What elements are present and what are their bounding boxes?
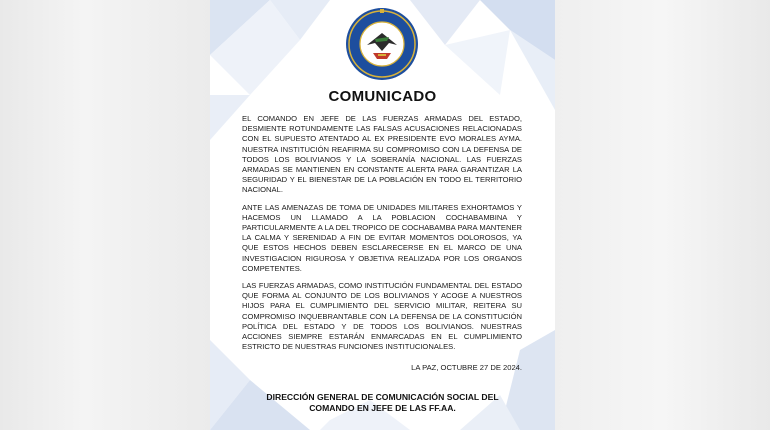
background-left — [0, 0, 210, 430]
communique-body — [242, 114, 522, 359]
communique-document — [210, 0, 555, 430]
armed-forces-seal-logo — [345, 7, 419, 81]
date-line: LA PAZ, OCTUBRE 27 DE 2024. — [411, 363, 522, 372]
paragraph-1: EL COMANDO EN JEFE DE LAS FUERZAS ARMADAS DEL ESTADO, DESMIENTE ROTUNDAMENTE LAS FALSAS ACUSACIONES RELACIONADAS CON EL SUPUESTO ATENTADO AL EX PRESIDENTE EVO MORALES AYMA. NUESTRA INSTITUCIÓN REAFIRMA SU COMPROMISO CON LA DEFENSA DE TODOS LOS BOLIVIANOS Y LA SOBERANÍA NACIONAL. LAS FUERZAS ARMADAS SE MANTIENEN EN CONSTANTE ALERTA PARA GARANTIZAR LA SEGURIDAD Y EL BIENESTAR DE LA POBLACIÓN EN TODO EL TERRITORIO NACIONAL. — [242, 114, 522, 195]
paragraph-2: ANTE LAS AMENAZAS DE TOMA DE UNIDADES MILITARES EXHORTAMOS Y HACEMOS UN LLAMADO A LA POBLACION COCHABAMBINA Y PARTICULARMENTE A LA DEL TROPICO DE COCHABAMBA PARA MANTENER LA CALMA Y SERENIDAD A FIN DE EVITAR MOMENTOS DOLOROSOS, YA QUE ESTOS HECHOS DEBEN ESCLARECERSE EN EL MARCO DE UNA INVESTIGACION RIGUROSA Y OBJETIVA REALIZADA POR LOS ORGANOS COMPETENTES. — [242, 202, 522, 273]
signature-line-2: COMANDO EN JEFE DE LAS FF.AA. — [309, 403, 456, 413]
paragraph-3: LAS FUERZAS ARMADAS, COMO INSTITUCIÓN FUNDAMENTAL DEL ESTADO QUE FORMA AL CONJUNTO DE LOS BOLIVIANOS Y ACOGE A NUESTROS HIJOS PARA EL CUMPLIMIENTO DEL SERVICIO MILITAR, REITERA SU COMPROMISO INQUEBRANTABLE CON LA DEFENSA DE LA CONSTITUCIÓN POLÍTICA DEL ESTADO Y DE TODOS LOS BOLIVIANOS. NUESTRAS ACCIONES SIEMPRE ESTARÁN ENMARCADAS EN EL CUMPLIMIENTO ESTRICTO DE NUESTRAS FUNCIONES INSTITUCIONALES. — [242, 281, 522, 352]
signature-line-1: DIRECCIÓN GENERAL DE COMUNICACIÓN SOCIAL DEL — [266, 392, 499, 402]
background-right — [555, 0, 770, 430]
page-title: COMUNICADO — [328, 88, 437, 105]
signature-block — [210, 392, 555, 414]
